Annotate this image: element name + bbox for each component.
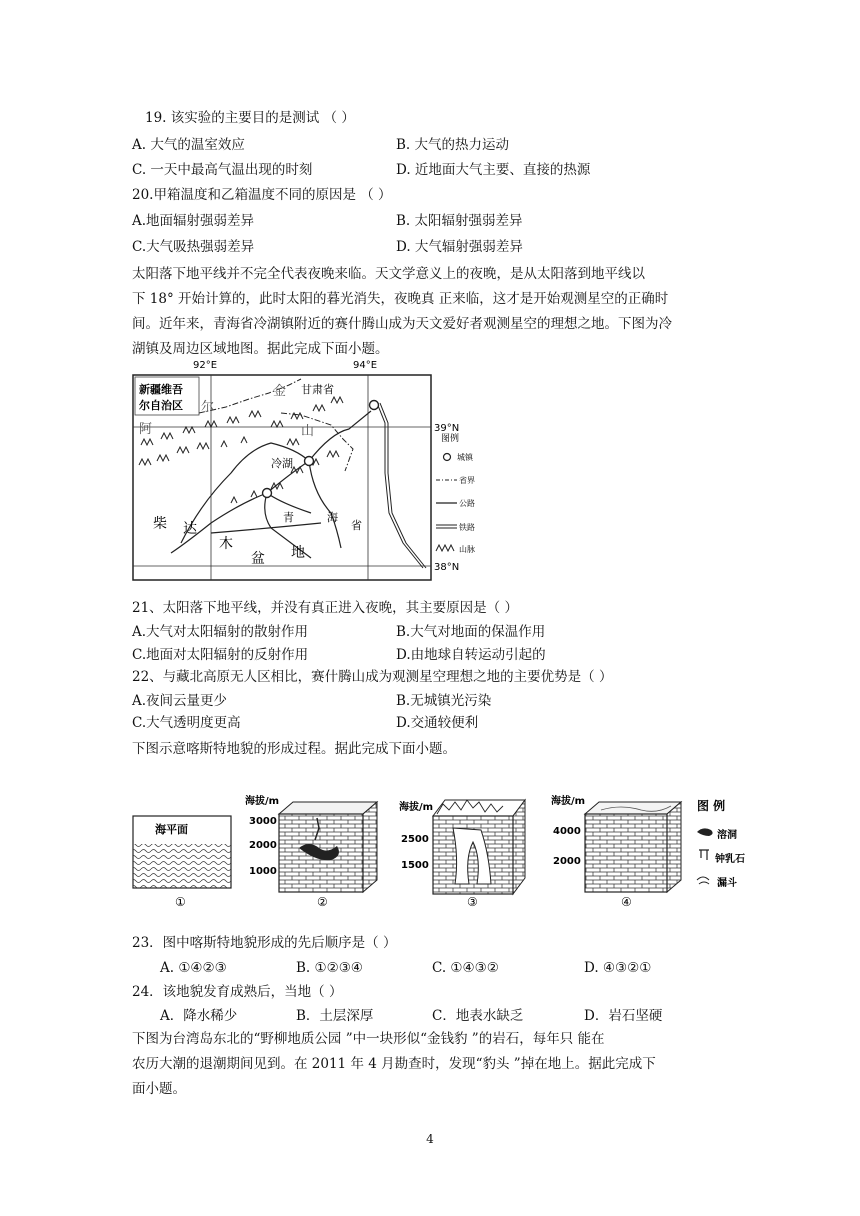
q22-option-b: B.无城镇光污染 [396,693,492,709]
town-lenghu [305,457,314,466]
svg-text:尔自治区: 尔自治区 [139,399,183,412]
svg-text:1000: 1000 [249,866,277,877]
svg-text:盆: 盆 [251,551,265,567]
karst-panel-2 [245,794,377,909]
q22-stem: 22、与藏北高原无人区相比，赛什腾山成为观测星空理想之地的主要优势是（ ） [132,669,613,685]
lat-label-39: 39°N [434,423,460,434]
svg-text:尔: 尔 [201,400,215,415]
page-number: 4 [426,1132,434,1146]
svg-text:海拔/m: 海拔/m [399,802,434,813]
town-northeast [370,401,379,410]
intro-karst: 下图示意喀斯特地貌的形成过程。据此完成下面小题。 [132,741,456,757]
svg-text:青: 青 [283,511,294,524]
q24-option-b: B．土层深厚 [296,1008,374,1024]
q24-option-c: C．地表水缺乏 [432,1008,524,1024]
svg-text:①: ① [175,895,186,909]
q19-option-c: C. 一天中最高气温出现的时刻 [132,162,313,178]
svg-text:达: 达 [183,521,197,537]
q23-option-d: D. ④③②① [584,960,652,976]
label-lenghu: 冷湖 [271,457,293,470]
lon-label-92: 92°E [193,360,218,371]
q22-option-c: C.大气透明度更高 [132,715,241,731]
svg-text:阿: 阿 [139,422,153,437]
svg-text:山: 山 [301,424,315,439]
map-legend [436,432,475,554]
svg-text:溶洞: 溶洞 [717,830,737,841]
q20-option-d: D. 大气辐射强弱差异 [396,239,523,255]
karst-formation-figure [131,788,761,908]
svg-text:图例: 图例 [441,434,460,444]
lat-label-38: 38°N [434,562,460,573]
svg-text:2000: 2000 [249,840,277,851]
q19-stem: 19. 该实验的主要目的是测试 （ ） [145,110,355,126]
svg-text:1500: 1500 [401,860,429,871]
svg-text:柴: 柴 [153,516,167,532]
karst-panel-1 [133,816,231,909]
svg-text:铁路: 铁路 [459,523,475,532]
svg-text:海拔/m: 海拔/m [245,796,280,807]
passage-night-sky: 太阳落下地平线并不完全代表夜晚来临。天文学意义上的夜晚，是从太阳落到地平线以 下 18° 开始计算的，此时太阳的暮光消失，夜晚真 正来临，这才是开始观测星空的正确时 间。近年来，青海省冷湖镇附近的赛什腾山成为天文爱好者观测星空的理想之地。下图为冷 湖镇及周边区域地图。据此完成下面小题。 [132,266,672,357]
svg-text:木: 木 [219,536,233,552]
q21-option-d: D.由地球自转运动引起的 [396,647,546,663]
karst-panel-3 [399,800,525,909]
passage-yehliu: 下图为台湾岛东北的“野柳地质公园 ”中一块形似“金钱豹 ”的岩石，每年只 能在 农历大潮的退潮期间见到。在 2011 年 4 月勘查时，发现“豹头 ”掉在地上。据此完成下 面小题。 [132,1031,656,1097]
q22-option-a: A.夜间云量更少 [132,693,228,709]
q21-option-c: C.地面对太阳辐射的反射作用 [132,647,309,663]
q23-option-b: B. ①②③④ [296,960,363,976]
svg-text:公路: 公路 [459,499,475,508]
svg-text:山脉: 山脉 [459,545,475,554]
svg-text:海: 海 [327,511,338,524]
svg-text:图 例: 图 例 [697,799,726,813]
q23-option-c: C. ①④③② [432,960,499,976]
q21-option-a: A.大气对太阳辐射的散射作用 [132,624,309,640]
svg-text:金: 金 [273,384,287,399]
q20-stem: 20.甲箱温度和乙箱温度不同的原因是 （ ） [132,187,392,203]
svg-text:海拔/m: 海拔/m [551,796,586,807]
svg-text:钟乳石: 钟乳石 [715,854,745,865]
q23-stem: 23．图中喀斯特地貌形成的先后顺序是（ ） [132,935,397,951]
svg-text:省界: 省界 [459,476,475,485]
q22-option-d: D.交通较便利 [396,715,479,731]
svg-text:②: ② [317,895,328,909]
q21-option-b: B.大气对地面的保温作用 [396,624,546,640]
q19-option-d: D. 近地面大气主要、直接的热源 [396,162,591,178]
svg-text:④: ④ [621,895,632,909]
q24-option-d: D．岩石坚硬 [584,1008,663,1024]
region-xinjiang: 新疆维吾 [139,383,183,396]
lenghu-region-map [131,353,475,583]
svg-text:漏斗: 漏斗 [717,878,737,889]
svg-text:海平面: 海平面 [155,823,188,836]
svg-text:2500: 2500 [401,834,429,845]
q20-option-b: B. 太阳辐射强弱差异 [396,213,523,229]
q23-option-a: A. ①④②③ [160,960,227,976]
svg-text:城镇: 城镇 [457,453,473,462]
svg-text:省: 省 [351,519,362,532]
svg-text:3000: 3000 [249,816,277,827]
svg-text:4000: 4000 [553,826,581,837]
q19-option-a: A. 大气的温室效应 [132,137,245,153]
svg-text:2000: 2000 [553,856,581,867]
karst-panel-4 [551,794,681,909]
town-south [263,489,272,498]
svg-text:地: 地 [291,545,305,561]
lon-label-94: 94°E [353,360,378,371]
q24-stem: 24．该地貌发育成熟后，当地（ ） [132,984,343,1000]
label-gansu: 甘肃省 [301,383,334,396]
q24-option-a: A．降水稀少 [160,1008,238,1024]
svg-text:③: ③ [467,895,478,909]
q20-option-a: A.地面辐射强弱差异 [132,213,255,229]
q20-option-c: C.大气吸热强弱差异 [132,239,255,255]
q21-stem: 21、太阳落下地平线，并没有真正进入夜晚，其主要原因是（ ） [132,600,518,616]
karst-legend [697,798,745,889]
q19-option-b: B. 大气的热力运动 [396,137,510,153]
